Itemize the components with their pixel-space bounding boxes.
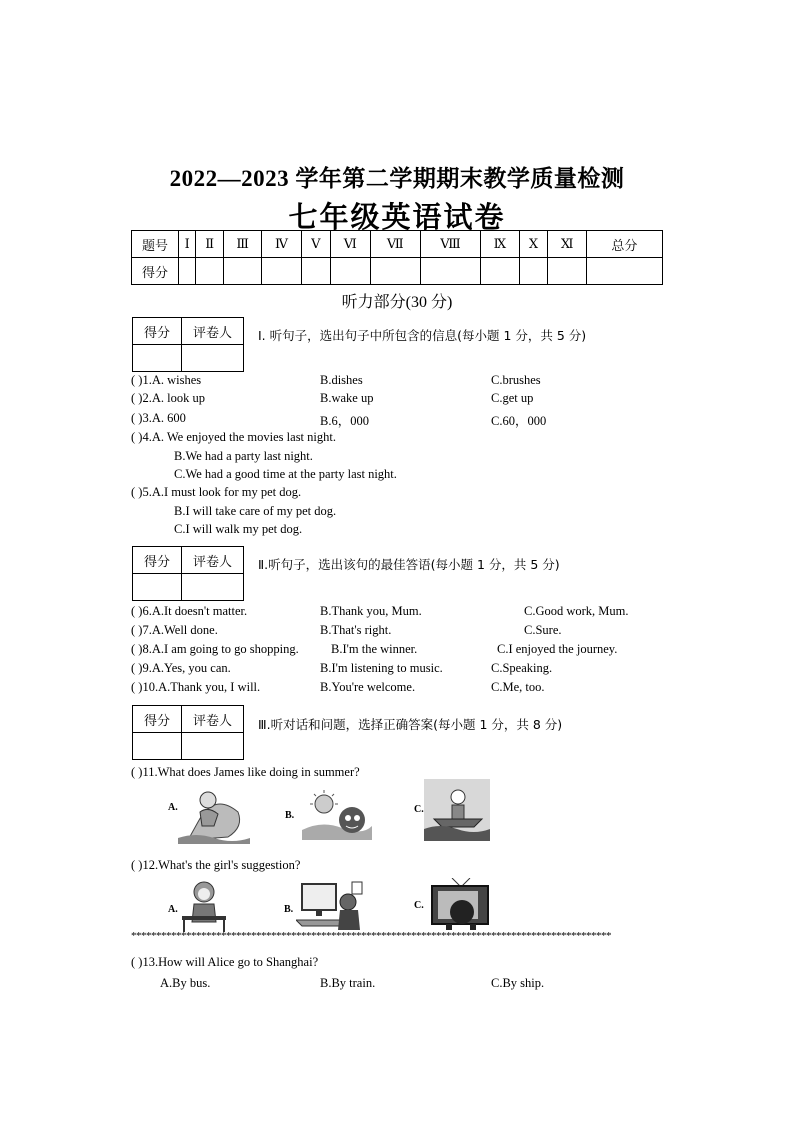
grader-name-blank[interactable] <box>182 345 244 372</box>
score-table-cell: Ⅺ <box>548 231 586 258</box>
option-b: B.wake up <box>320 391 374 405</box>
score-table-blank[interactable] <box>420 258 481 285</box>
option-b: B.Thank you, Mum. <box>320 604 422 618</box>
swimming-picture <box>178 782 250 844</box>
score-table-cell: 题号 <box>132 231 179 258</box>
score-table-cell: 得分 <box>132 258 179 285</box>
score-table-blank[interactable] <box>301 258 330 285</box>
option-c: C.Sure. <box>524 623 562 637</box>
grader-name-label: 评卷人 <box>182 318 244 345</box>
grader-score-label: 得分 <box>133 547 182 574</box>
score-table-blank[interactable] <box>519 258 548 285</box>
section-2-title: Ⅱ.听句子，选出该句的最佳答语(每小题 1 分，共 5 分) <box>258 557 560 572</box>
option-b: B.You're welcome. <box>320 680 416 694</box>
option-b-label: B. <box>284 904 294 915</box>
grader-box <box>132 317 244 372</box>
option-c-label: C. <box>414 804 424 815</box>
option-b: B.dishes <box>320 373 363 387</box>
section-3-title: Ⅲ.听对话和问题，选择正确答案(每小题 1 分，共 8 分) <box>258 717 563 732</box>
beach-picture <box>302 790 372 840</box>
score-table-cell: Ⅴ <box>301 231 330 258</box>
grader-score-blank[interactable] <box>133 345 182 372</box>
exam-title: 2022—2023 学年第二学期期末教学质量检测 <box>169 166 625 191</box>
option-b: B.6，000 <box>320 414 369 428</box>
question-8: ( )8.A.I am going to go shopping. <box>131 642 299 656</box>
option-b: B.I'm listening to music. <box>320 661 443 675</box>
option-c: C.brushes <box>491 373 541 387</box>
score-table <box>131 230 663 285</box>
grader-name-label: 评卷人 <box>182 547 244 574</box>
option-c: C.I will walk my pet dog. <box>174 522 303 536</box>
computer-picture <box>296 880 366 934</box>
question-11: ( )11.What does James like doing in summer? <box>131 765 360 779</box>
question-2: ( )2.A. look up <box>131 391 205 405</box>
score-table-blank[interactable] <box>224 258 262 285</box>
boating-picture <box>424 779 490 841</box>
separator-line: ************************************************************************************************ <box>131 930 611 942</box>
score-table-cell: Ⅳ <box>262 231 301 258</box>
option-b: B.We had a party last night. <box>174 449 313 463</box>
score-table-cell: Ⅵ <box>330 231 370 258</box>
grader-box <box>132 705 244 760</box>
question-7: ( )7.A.Well done. <box>131 623 218 637</box>
exercise-picture <box>180 878 228 932</box>
grader-score-label: 得分 <box>133 706 182 733</box>
grader-score-label: 得分 <box>133 318 182 345</box>
section-1-title: Ⅰ. 听句子，选出句子中所包含的信息(每小题 1 分，共 5 分) <box>258 328 587 343</box>
score-table-header-row <box>132 231 663 258</box>
question-1: ( )1.A. wishes <box>131 373 202 387</box>
score-table-cell: Ⅶ <box>370 231 420 258</box>
option-c: C.Me, too. <box>491 680 545 694</box>
score-table-blank[interactable] <box>548 258 586 285</box>
option-c: C.Speaking. <box>491 661 553 675</box>
option-c: C.We had a good time at the party last night. <box>174 467 397 481</box>
exam-subtitle: 七年级英语试卷 <box>288 202 506 234</box>
option-c: C.get up <box>491 391 534 405</box>
score-table-blank[interactable] <box>370 258 420 285</box>
score-table-blank[interactable] <box>196 258 224 285</box>
question-5: ( )5.A.I must look for my pet dog. <box>131 485 302 499</box>
question-4: ( )4.A. We enjoyed the movies last night. <box>131 430 336 444</box>
score-table-cell: Ⅹ <box>519 231 548 258</box>
question-9: ( )9.A.Yes, you can. <box>131 661 231 675</box>
grader-name-blank[interactable] <box>182 733 244 760</box>
grader-name-blank[interactable] <box>182 574 244 601</box>
score-table-cell: Ⅸ <box>481 231 519 258</box>
score-table-blank[interactable] <box>330 258 370 285</box>
question-10: ( )10.A.Thank you, I will. <box>131 680 261 694</box>
score-table-blank[interactable] <box>179 258 196 285</box>
option-a-label: A. <box>168 904 178 915</box>
option-a-label: A. <box>168 802 178 813</box>
grader-box <box>132 546 244 601</box>
score-table-cell: Ⅷ <box>420 231 481 258</box>
score-table-blank[interactable] <box>481 258 519 285</box>
score-table-score-row <box>132 258 663 285</box>
part-title: 听力部分(30 分) <box>341 294 453 311</box>
score-table-cell: Ⅰ <box>179 231 196 258</box>
option-b-label: B. <box>285 810 295 821</box>
grader-name-label: 评卷人 <box>182 706 244 733</box>
option-c-label: C. <box>414 900 424 911</box>
option-b: B.I'm the winner. <box>331 642 418 656</box>
score-table-blank[interactable] <box>262 258 301 285</box>
question-6: ( )6.A.It doesn't matter. <box>131 604 248 618</box>
question-3: ( )3.A. 600 <box>131 411 186 425</box>
option-c: C.Good work, Mum. <box>524 604 629 618</box>
grader-score-blank[interactable] <box>133 733 182 760</box>
option-a: A.By bus. <box>160 976 211 990</box>
score-table-cell: Ⅱ <box>196 231 224 258</box>
question-13: ( )13.How will Alice go to Shanghai? <box>131 955 319 969</box>
option-b: B.I will take care of my pet dog. <box>174 504 337 518</box>
option-c: C.60，000 <box>491 414 547 428</box>
grader-score-blank[interactable] <box>133 574 182 601</box>
option-b: B.By train. <box>320 976 376 990</box>
score-table-cell: 总分 <box>586 231 662 258</box>
option-c: C.By ship. <box>491 976 545 990</box>
option-c: C.I enjoyed the journey. <box>497 642 618 656</box>
tv-picture <box>430 878 492 932</box>
option-b: B.That's right. <box>320 623 392 637</box>
score-table-cell: Ⅲ <box>224 231 262 258</box>
question-12: ( )12.What's the girl's suggestion? <box>131 858 301 872</box>
score-table-blank[interactable] <box>586 258 662 285</box>
